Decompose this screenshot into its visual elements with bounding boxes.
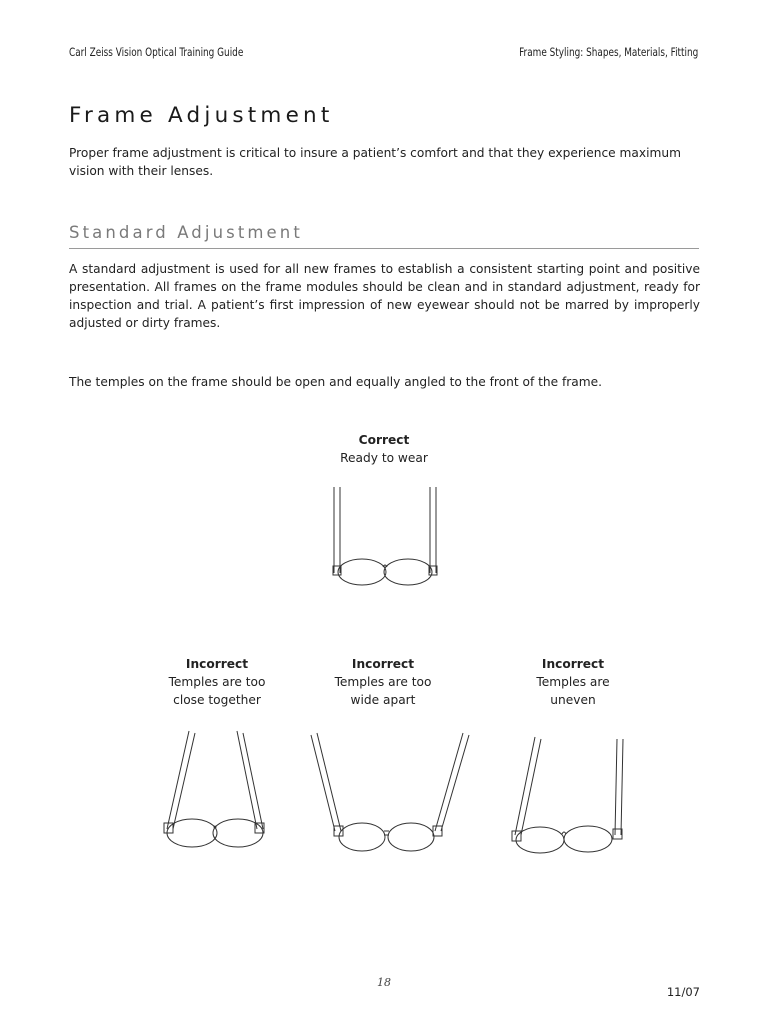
temples-paragraph: The temples on the frame should be open and equally angled to the front of the frame. xyxy=(69,375,603,389)
glasses-temples-close-icon xyxy=(155,727,275,853)
incorrect-close-line1: Temples are too xyxy=(168,675,266,689)
incorrect-close-caption xyxy=(137,655,297,709)
incorrect-wide-label: Incorrect xyxy=(351,657,415,671)
incorrect-wide-caption xyxy=(303,655,463,709)
glasses-temples-uneven-icon xyxy=(505,733,631,859)
incorrect-wide-line1: Temples are too xyxy=(334,675,432,689)
incorrect-close-line2: close together xyxy=(173,693,261,707)
glasses-correct-icon xyxy=(325,483,445,591)
page-number: 18 xyxy=(377,976,391,989)
revision-date: 11/07 xyxy=(666,985,700,999)
incorrect-close-label: Incorrect xyxy=(185,657,249,671)
incorrect-uneven-caption xyxy=(493,655,653,709)
standard-adjustment-paragraph: A standard adjustment is used for all new frames to establish a consistent starting point and positive presentation. All frames on the frame modules should be clean and in standard adjustment, ready for inspection and trial. A patient’s first impression of new eyewear should not be marred by improperly adjusted or dirty frames. xyxy=(69,262,700,330)
correct-label: Correct xyxy=(358,433,410,447)
incorrect-wide-line2: wide apart xyxy=(350,693,416,707)
running-header-left: Carl Zeiss Vision Optical Training Guide xyxy=(69,45,244,59)
running-header-right: Frame Styling: Shapes, Materials, Fitting xyxy=(518,45,698,59)
correct-description: Ready to wear xyxy=(340,451,428,465)
section-divider xyxy=(69,248,699,249)
incorrect-uneven-line2: uneven xyxy=(550,693,596,707)
incorrect-uneven-label: Incorrect xyxy=(541,657,605,671)
section-heading: Standard Adjustment xyxy=(69,223,303,242)
correct-caption xyxy=(304,431,464,467)
incorrect-uneven-line1: Temples are xyxy=(536,675,610,689)
page-title: Frame Adjustment xyxy=(69,103,334,128)
intro-paragraph: Proper frame adjustment is critical to insure a patient’s comfort and that they experience maximum vision with their lenses. xyxy=(69,146,681,178)
glasses-temples-wide-icon xyxy=(305,727,475,857)
